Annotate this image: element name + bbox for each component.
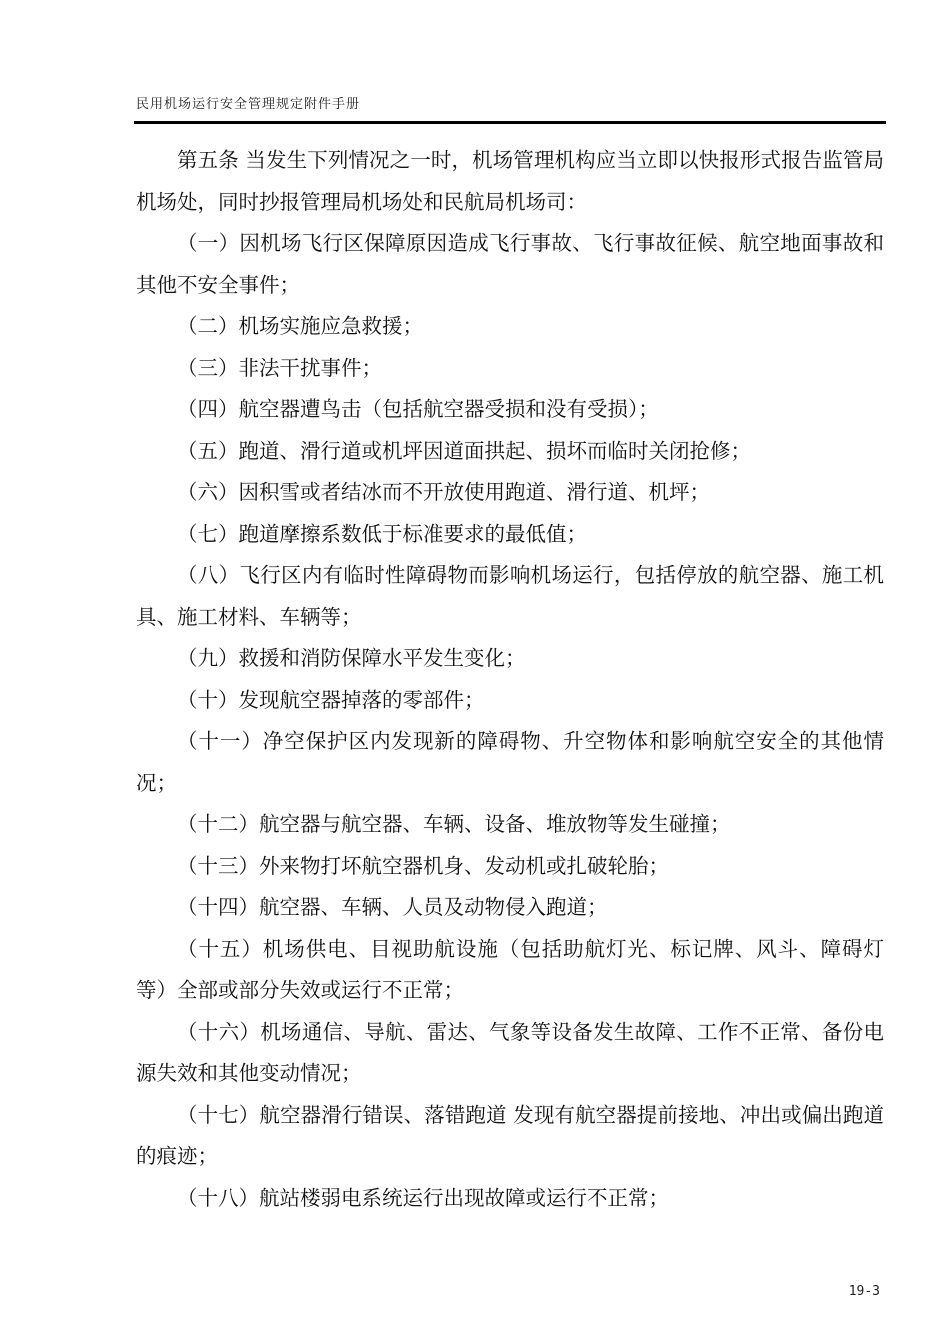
clause-4: （四）航空器遭鸟击（包括航空器受损和没有受损）；	[177, 397, 659, 421]
clause-18: （十八）航站楼弱电系统运行出现故障或运行不正常；	[177, 1185, 669, 1210]
page-number: 19-3	[848, 1284, 880, 1299]
clause-5: （五）跑道、滑行道或机坪因道面拱起、损坏而临时关闭抢修；	[177, 438, 751, 463]
clause-6: （六）因积雪或者结冰而不开放使用跑道、滑行道、机坪；	[177, 480, 710, 504]
clause-1: （一）因机场飞行区保障原因造成飞行事故、飞行事故征候、航空地面事故和其他不安全事件；	[136, 231, 884, 297]
clause-10: （十）发现航空器掉落的零部件；	[177, 687, 485, 712]
clause-3: （三）非法干扰事件；	[177, 355, 382, 380]
header-rule	[134, 121, 886, 124]
running-header: 民用机场运行安全管理规定附件手册	[136, 97, 361, 112]
clause-7: （七）跑道摩擦系数低于标准要求的最低值；	[177, 521, 587, 546]
clause-16: （十六）机场通信、导航、雷达、气象等设备发生故障、工作不正常、备份电源失效和其他变动情况；	[136, 1019, 884, 1085]
clause-17: （十七）航空器滑行错误、落错跑道 发现有航空器提前接地、冲出或偏出跑道的痕迹；	[136, 1102, 884, 1168]
article-intro: 第五条 当发生下列情况之一时，机场管理机构应当立即以快报形式报告监管局机场处，同时抄报管理局机场处和民航局机场司：	[136, 148, 884, 214]
clause-8: （八）飞行区内有临时性障碍物而影响机场运行，包括停放的航空器、施工机具、施工材料、车辆等；	[136, 563, 884, 629]
clause-9: （九）救援和消防保障水平发生变化；	[177, 646, 526, 670]
clause-2: （二）机场实施应急救援；	[177, 314, 423, 338]
clause-15: （十五）机场供电、目视助航设施（包括助航灯光、标记牌、风斗、障碍灯等）全部或部分失效或运行不正常；	[136, 936, 884, 1002]
document-body	[136, 140, 884, 1219]
clause-13: （十三）外来物打坏航空器机身、发动机或扎破轮胎；	[177, 853, 669, 878]
clause-14: （十四）航空器、车辆、人员及动物侵入跑道；	[177, 895, 608, 919]
clause-11: （十一）净空保护区内发现新的障碍物、升空物体和影响航空安全的其他情况；	[136, 729, 884, 795]
clause-12: （十二）航空器与航空器、车辆、设备、堆放物等发生碰撞；	[177, 812, 731, 836]
